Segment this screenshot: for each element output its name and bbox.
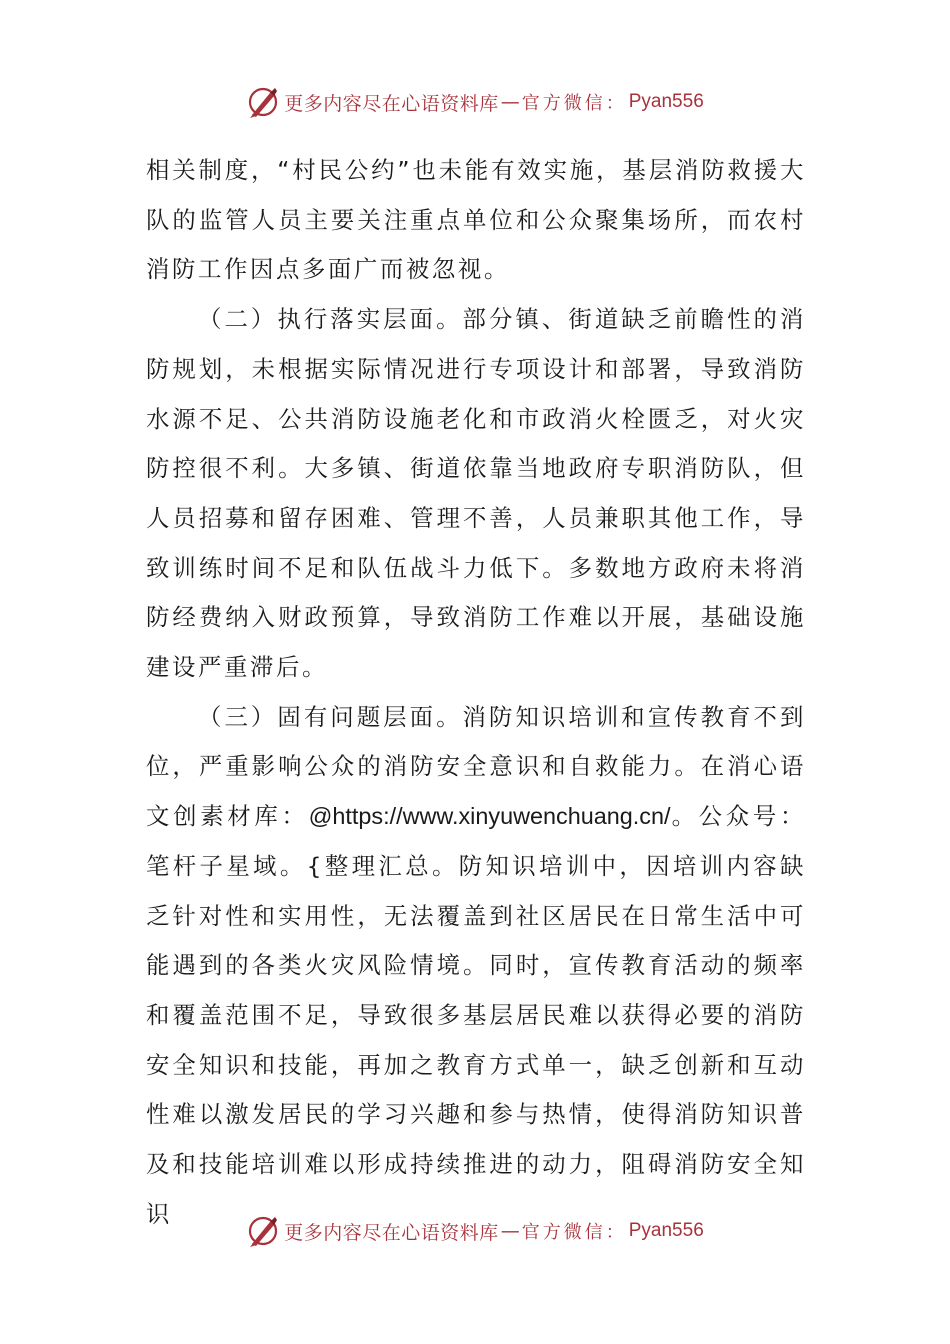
header-separator: — [500, 91, 520, 113]
footer-separator: — [500, 1220, 520, 1242]
header-contact-id: Pyan556 [628, 91, 704, 112]
paragraph-2: （二）执行落实层面。部分镇、街道缺乏前瞻性的消防规划，未根据实际情况进行专项设计和部署，导致消防水源不足、公共消防设施老化和市政消火栓匮乏，对火灾防控很不利。大多镇、街道依靠当地政府专职消防队，但人员招募和留存困难、管理不善，人员兼职其他工作，导致训练时间不足和队伍战斗力低下。多数地方政府未将消防经费纳入财政预算，导致消防工作难以开展，基础设施建设严重滞后。 [146, 305, 806, 682]
paragraph-1: 相关制度，“村民公约”也未能有效实施，基层消防救援大队的监管人员主要关注重点单位和公众聚集场所，而农村消防工作因点多面广而被忽视。 [146, 156, 806, 284]
website-link[interactable]: @https://www.xinyuwenchuang.cn/ [308, 803, 671, 830]
pen-logo-icon [246, 1214, 280, 1248]
footer-banner [0, 1211, 950, 1251]
footer-contact-label: 官方微信： [521, 1222, 627, 1243]
paragraph-3 [146, 693, 806, 1240]
footer-contact-id: Pyan556 [628, 1220, 704, 1241]
footer-tagline: 更多内容尽在心语资料库 [284, 1221, 499, 1244]
pen-logo-icon [246, 85, 280, 119]
paragraph-3-rest: 。公众号：笔杆子星域。{整理汇总。防知识培训中，因培训内容缺乏针对性和实用性，无法覆盖到社区居民在日常生活中可能遇到的各类火灾风险情境。同时，宣传教育活动的频率和覆盖范围不足，导致很多基层居民难以获得必要的消防安全知识和技能，再加之教育方式单一，缺乏创新和互动性难以激发居民的学习兴趣和参与热情，使得消防知识普及和技能培训难以形成持续推进的动力，阻碍消防安全知识 [146, 802, 806, 1228]
header-contact-label: 官方微信： [521, 93, 627, 114]
header-tagline: 更多内容尽在心语资料库 [284, 92, 499, 115]
document-body [146, 146, 806, 1239]
header-banner [0, 82, 950, 122]
paragraph-3-intro: （三）固有问题层面。消防知识培训和宣传教育不到位，严重影响公众的消防安全意识和自救能力。在消心语文创素材库： [146, 702, 806, 831]
